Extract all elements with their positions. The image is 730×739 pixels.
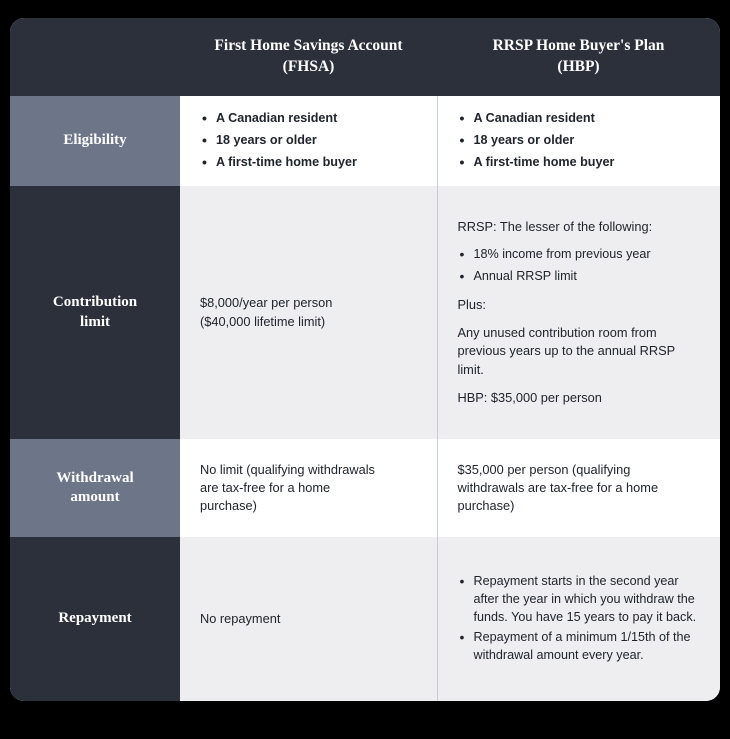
list-item: • A Canadian resident [200,110,419,128]
header-hbp-line1: RRSP Home Buyer's Plan [492,37,665,55]
comparison-card [10,18,720,701]
list-item: • A Canadian resident [458,110,703,128]
list-item: • Annual RRSP limit [458,268,703,286]
cell-repayment-hbp [437,537,720,701]
cell-contribution-hbp [437,186,720,439]
contribution-hbp-intro: RRSP: The lesser of the following: [457,219,653,235]
header-row [10,18,720,96]
withdrawal-hbp-text: $35,000 per person (qualifying withdrawals are tax-free for a home purchase) [457,461,659,514]
row-label-repayment: Repayment [10,537,180,701]
cell-contribution-fhsa [180,186,437,439]
cell-eligibility-fhsa [180,96,437,186]
table-row-eligibility [10,96,720,186]
header-corner-cell [10,18,180,96]
contribution-hbp-body: Any unused contribution room from previous years up to the annual RRSP limit. [457,325,675,377]
table-row-contribution-limit [10,186,720,439]
row-label-eligibility: Eligibility [10,96,180,186]
row-label-line1: Withdrawal [56,469,134,486]
header-hbp-line2: (HBP) [557,58,600,75]
cell-eligibility-hbp [437,96,720,186]
list-item: • 18 years or older [200,132,419,150]
row-label-line1: Contribution [52,294,138,310]
contribution-fhsa-line2: ($40,000 lifetime limit) [200,313,326,329]
withdrawal-fhsa-text: No limit (qualifying withdrawals are tax-free for a home purchase) [200,461,375,514]
list-item: • 18 years or older [458,132,703,150]
table-row-withdrawal-amount [10,439,720,537]
list-item: • A first-time home buyer [458,154,703,172]
table-header [10,18,720,96]
header-hbp [437,18,720,96]
header-fhsa-line2: (FHSA) [282,58,335,75]
contribution-hbp-footer: HBP: $35,000 per person [457,389,602,405]
list-item: • A first-time home buyer [200,154,419,172]
eligibility-fhsa-list [200,110,419,172]
header-fhsa [180,18,437,96]
contribution-hbp-list [458,246,703,286]
repayment-hbp-list [458,573,703,664]
list-item: • 18% income from previous year [458,246,703,264]
cell-repayment-fhsa [180,537,437,701]
contribution-fhsa-line1: $8,000/year per person [200,295,333,311]
eligibility-hbp-list [458,110,703,172]
row-label-line2: amount [70,489,120,505]
cell-withdrawal-hbp [437,439,720,537]
table-row-repayment [10,537,720,701]
row-label-contribution-limit [10,186,180,439]
repayment-fhsa-text: No repayment [200,610,281,626]
row-label-withdrawal-amount [10,439,180,537]
list-item: • Repayment starts in the second year after the year in which you withdraw the funds. You have 15 years to pay it back. [458,573,703,627]
header-fhsa-line1: First Home Savings Account [214,37,403,55]
comparison-table [10,18,720,701]
cell-withdrawal-fhsa [180,439,437,537]
row-label-line2: limit [80,313,110,330]
list-item: • Repayment of a minimum 1/15th of the withdrawal amount every year. [458,629,703,665]
table-body [10,96,720,701]
contribution-hbp-plus: Plus: [457,297,486,313]
